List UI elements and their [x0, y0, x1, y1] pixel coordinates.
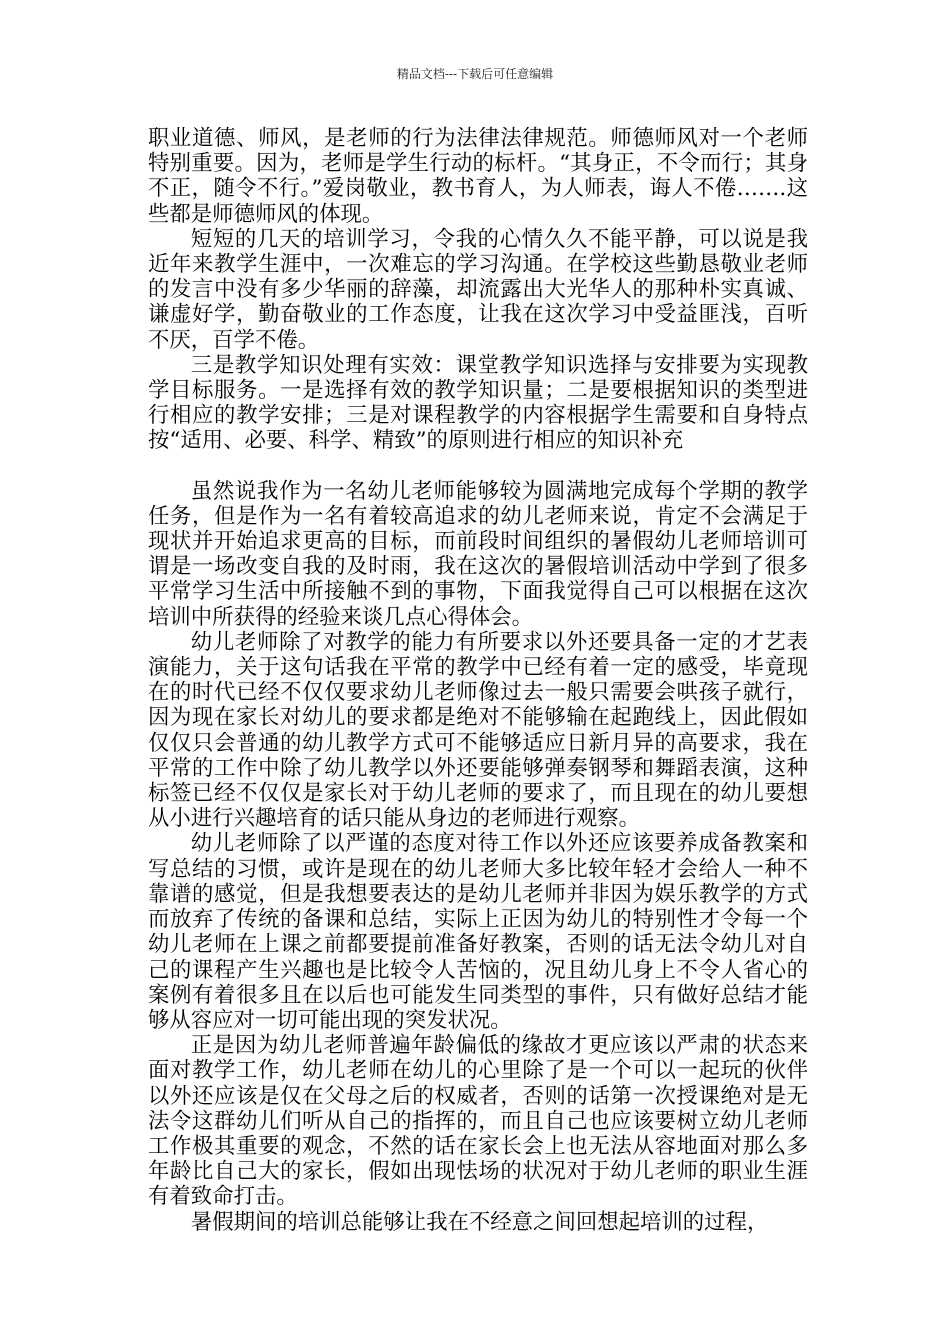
paragraph-teacher-ethics: 职业道德、师风，是老师的行为法律法律规范。师德师风对一个老师特别重要。因为，老师是学生行动的标杆。“其身正，不令而行；其身不正，随令不行。”爱岗敬业，教书育人，为人师表，诲人不倦…….这些都是师德师风的体现。	[148, 126, 808, 227]
paragraph-talent-performance: 幼儿老师除了对教学的能力有所要求以外还要具备一定的才艺表演能力，关于这句话我在平常的教学中已经有着一定的感受，毕竟现在的时代已经不仅仅要求幼儿老师像过去一般只需要会哄孩子就行，因为现在家长对幼儿的要求都是绝对不能够输在起跑线上，因此假如仅仅只会普通的幼儿教学方式可不能够适应日新月异的高要求，我在平常的工作中除了幼儿教学以外还要能够弹奏钢琴和舞蹈表演，这种标签已经不仅仅是家长对于幼儿老师的要求了，而且现在的幼儿要想从小进行兴趣培育的话只能从身边的老师进行观察。	[148, 629, 808, 832]
document-body	[148, 126, 808, 1235]
paragraph-spacer	[148, 454, 808, 479]
paragraph-summer-training: 虽然说我作为一名幼儿老师能够较为圆满地完成每个学期的教学任务，但是作为一名有着较高追求的幼儿老师来说，肯定不会满足于现状并开始追求更高的目标，而前段时间组织的暑假幼儿老师培训可谓是一场改变自我的及时雨，我在这次的暑假培训活动中学到了很多平常学习生活中所接触不到的事物，下面我觉得自己可以根据在这次培训中所获得的经验来谈几点心得体会。	[148, 478, 808, 630]
page-header: 精品文档---下载后可任意编辑	[396, 67, 554, 81]
paragraph-recollection: 暑假期间的培训总能够让我在不经意之间回想起培训的过程，	[190, 1209, 769, 1235]
paragraph-training-reflection: 短短的几天的培训学习，令我的心情久久不能平静，可以说是我近年来教学生涯中，一次难忘的学习沟通。在学校这些勤恳敬业老师的发言中没有多少华丽的辞藻，却流露出大光华人的那种朴实真诚、谦虚好学，勤奋敬业的工作态度，让我在这次学习中受益匪浅，百听不厌，百学不倦。	[148, 226, 808, 353]
paragraph-teaching-knowledge: 三是教学知识处理有实效：课堂教学知识选择与安排要为实现教学目标服务。一是选择有效的教学知识量；二是要根据知识的类型进行相应的教学安排；三是对课程教学的内容根据学生需要和自身特点按“适用、必要、科学、精致”的原则进行相应的知识补充	[148, 352, 808, 454]
paragraph-lesson-planning: 幼儿老师除了以严谨的态度对待工作以外还应该要养成备教案和写总结的习惯，或许是现在的幼儿老师大多比较年轻才会给人一种不靠谱的感觉，但是我想要表达的是幼儿老师并非因为娱乐教学的方式而放弃了传统的备课和总结，实际上正因为幼儿的特别性才令每一个幼儿老师在上课之前都要提前准备好教案，否则的话无法令幼儿对自己的课程产生兴趣也是比较令人苦恼的，况且幼儿身上不令人省心的案例有着很多且在以后也可能发生同类型的事件，只有做好总结才能够从容应对一切可能出现的突发状况。	[148, 831, 808, 1033]
paragraph-authority: 正是因为幼儿老师普遍年龄偏低的缘故才更应该以严肃的状态来面对教学工作，幼儿老师在幼儿的心里除了是一个可以一起玩的伙伴以外还应该是仅在父母之后的权威者，否则的话第一次授课绝对是无法令这群幼儿们听从自己的指挥的，而且自己也应该要树立幼儿老师工作极其重要的观念，不然的话在家长会上也无法从容地面对那么多年龄比自己大的家长，假如出现怯场的状况对于幼儿老师的职业生涯有着致命打击。	[148, 1033, 808, 1210]
